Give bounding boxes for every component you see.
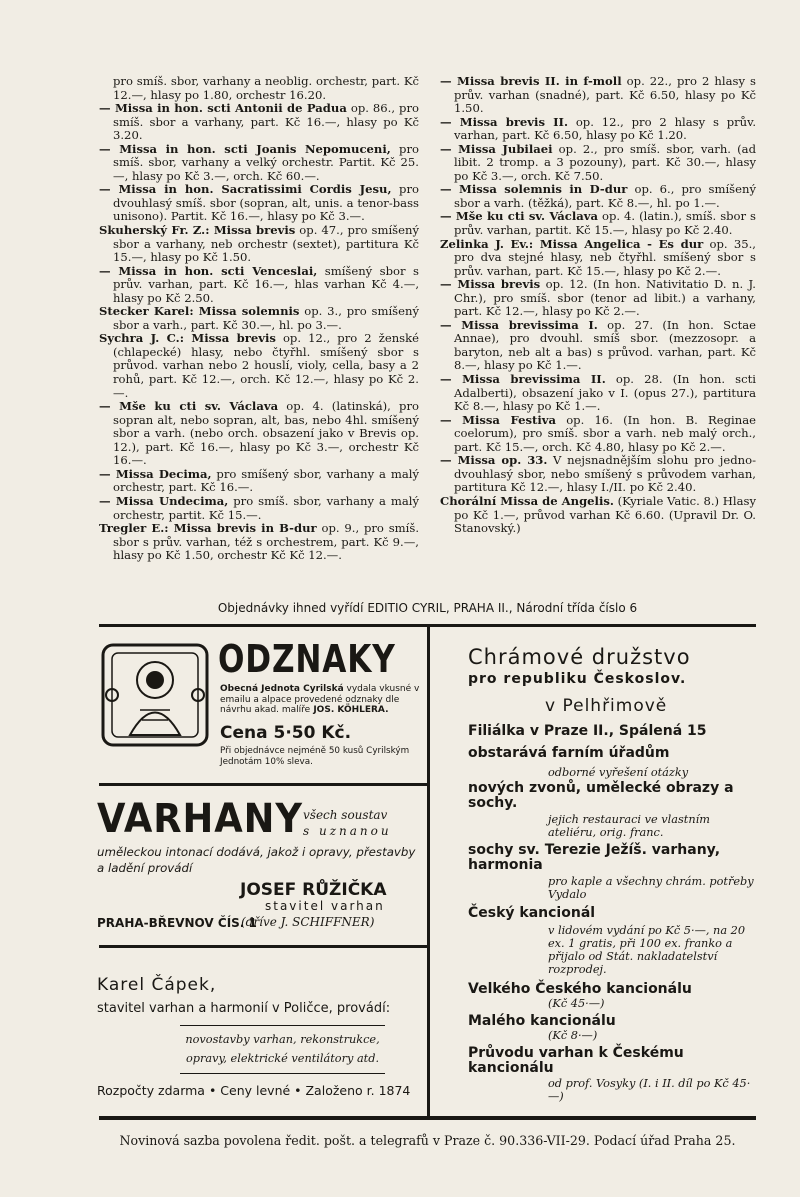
mass-entry xyxy=(99,224,419,265)
mass-title: Sychra J. C.: Missa brevis xyxy=(99,331,276,346)
druzstvo-item-note: (Kč 45·—) xyxy=(548,997,605,1010)
mass-title: — Missa Festiva xyxy=(440,412,556,427)
mass-entry xyxy=(440,414,756,455)
varhany-line1: všech soustav xyxy=(303,808,388,822)
mass-title: — Missa in hon. scti Antonii de Padua xyxy=(99,101,347,116)
varhany-city: PRAHA-BŘEVNOV ČÍS. 1 xyxy=(97,916,257,930)
odznaky-text: Obecná Jednota Cyrilská vydala vkusné v emailu a alpace provedené odznaky dle návrhu akad. malíře JOS. KÖHLERA. xyxy=(220,684,420,716)
mass-entry xyxy=(440,183,756,210)
varhany-line2: s uznanou xyxy=(303,824,392,838)
mass-entry xyxy=(440,278,756,319)
odznaky-rule xyxy=(99,783,427,786)
varhany-name: JOSEF RŮŽIČKA xyxy=(240,880,387,900)
mass-entry xyxy=(99,522,419,563)
mass-entry xyxy=(440,238,756,279)
mass-entry xyxy=(99,102,419,143)
mass-entry xyxy=(99,183,419,224)
druzstvo-item-heading: nových zvonů, umělecké obrazy a sochy. xyxy=(468,780,734,811)
capek-rule-bottom xyxy=(180,1073,385,1074)
center-divider xyxy=(427,627,430,1117)
mass-listing-right xyxy=(440,75,756,536)
mass-details: op. 27. (In hon. Sctae Annae), pro dvouhl. smíš sbor. (mezzosopr. a baryton, neb alt a bas) s průvod. varhan, part. Kč 8.—, hlasy po Kč 1.—. xyxy=(454,317,756,373)
mass-entry xyxy=(440,75,756,116)
mass-entry xyxy=(99,265,419,306)
mass-details: op. 4. (latin.), smíš. sbor s prův. varhan, partit. Kč 15.—, hlasy po Kč 2.40. xyxy=(454,209,757,238)
mass-title: — Missa brevissima I. xyxy=(440,317,598,332)
druzstvo-item-heading: Český kancionál xyxy=(468,905,596,921)
capek-name: Karel Čápek, xyxy=(97,975,217,995)
mass-details: pro smíš. sbor, varhany a malý orchestr, partit. Kč 15.—. xyxy=(113,493,419,522)
mass-title: Chorální Missa de Angelis. xyxy=(440,493,614,508)
mass-details: op. 22., pro 2 hlasy s prův. varhan (snadné), part. Kč 6.50, hlasy po Kč 1.50. xyxy=(454,74,757,116)
medal-emblem-icon xyxy=(100,640,210,750)
capek-rule-top xyxy=(180,1025,385,1026)
druzstvo-place: v Pelhřimově xyxy=(545,696,668,716)
mass-details: pro smíš. sbor, varhany a velký orchestr. Partit. Kč 25.—, hlasy po Kč 3.—, orch. Kč 60.—. xyxy=(113,141,419,183)
odznaky-title: ODZNAKY xyxy=(218,637,396,681)
druzstvo-item-note: v lidovém vydání po Kč 5·—, na 20 ex. 1 gratis, při 100 ex. franko a přijalo od Stát. nakladatelství rozprodej. xyxy=(548,924,746,976)
mass-title: Tregler E.: Missa brevis in B-dur xyxy=(99,521,317,536)
capek-line: stavitel varhan a harmonií v Poličce, provádí: xyxy=(97,1001,391,1016)
mass-title: — Missa brevissima II. xyxy=(440,372,606,387)
mass-entry xyxy=(99,495,419,522)
mass-entry xyxy=(99,75,419,102)
mass-details: op. 2., pro smíš. sbor, varh. (ad libit. 2 tromp. a 3 pozouny), part. Kč 30.—, hlasy po Kč 3.—, orch. Kč 7.50. xyxy=(454,141,756,183)
mass-details: op. 16. (In hon. B. Reginae coelorum), pro smíš. sbor a varh. neb malý orch., part. Kč 15.—, orch. Kč 4.80, hlasy po Kč 2.—. xyxy=(454,412,756,454)
mass-entry xyxy=(99,305,419,332)
mass-title: Stecker Karel: Missa solemnis xyxy=(99,304,300,319)
mass-title: — Mše ku cti sv. Václava xyxy=(99,399,279,414)
druzstvo-title: Chrámové družstvo xyxy=(468,645,691,669)
mass-details: pro dvouhlasý smíš. sbor (sopran, alt, unis. a tenor-bass unisono). Partit. Kč 16.—, hlasy po Kč 3.—. xyxy=(113,182,419,224)
mass-details: op. 12. (In hon. Nativitatio D. n. J. Chr.), pro smíš. sbor (tenor ad libit.) a varhany, part. Kč 12.—, hlasy po Kč 2.—. xyxy=(454,277,756,319)
varhany-body: uměleckou intonací dodává, jakož i opravy, přestavby a ladění provádí xyxy=(97,845,416,875)
mass-entry xyxy=(99,468,419,495)
mass-details: op. 9., pro smíš. sbor s prův. varhan, též s orchestrem, part. Kč 9.—, hlasy po Kč 1.50, orchestr Kč Kč 12.—. xyxy=(113,521,420,563)
varhany-role: stavitel varhan xyxy=(265,899,385,913)
mass-entry xyxy=(99,143,419,184)
mass-entry xyxy=(440,116,756,143)
mass-title: — Missa in hon. scti Joanis Nepomuceni, xyxy=(99,141,391,156)
mass-title: — Missa Jubilaei xyxy=(440,141,553,156)
mass-entry xyxy=(440,495,756,536)
varhany-former: (dříve J. SCHIFFNER) xyxy=(241,915,375,929)
mass-entry xyxy=(440,373,756,414)
ordering-note: Objednávky ihned vyřídí EDITIO CYRIL, PRAHA II., Národní třída číslo 6 xyxy=(217,601,638,615)
druzstvo-item-note: od prof. Vosyky (I. i II. díl po Kč 45·—) xyxy=(548,1077,751,1103)
varhany-rule xyxy=(99,945,427,948)
mass-details: smíšený sbor s prův. varhan, part. Kč 16.—, hlas varhan Kč 4.—, hlasy po Kč 2.50. xyxy=(113,263,419,305)
mass-entry xyxy=(440,319,756,373)
druzstvo-item-heading: Průvodu varhan k Českému kancionálu xyxy=(468,1045,684,1076)
mass-details: pro smíšený sbor, varhany a malý orchestr, part. Kč 16.—. xyxy=(113,466,419,495)
druzstvo-item-heading: obstarává farním úřadům xyxy=(468,745,670,761)
mass-title: — Missa brevis II. in f-moll xyxy=(440,74,622,88)
mass-entry xyxy=(440,143,756,184)
druzstvo-item-note: jejich restauraci ve vlastním ateliéru, orig. franc. xyxy=(548,813,710,839)
mass-details: op. 12., pro 2 ženské (chlapecké) hlasy, nebo čtyřhl. smíšený sbor s průvod. varhan nebo 2 houslí, violy, cella, basy a 2 rohů, part. Kč 12.—, orch. Kč 12.—, hlasy po Kč 2.—. xyxy=(113,331,419,400)
mass-title: Skuherský Fr. Z.: Missa brevis xyxy=(99,223,296,238)
odznaky-price: Cena 5·50 Kč. xyxy=(220,723,352,743)
mass-details: op. 47., pro smíšený sbor a varhany, neb orchestr (sextet), partitura Kč 15.—, hlasy po Kč 1.50. xyxy=(113,223,419,265)
capek-footer: Rozpočty zdarma • Ceny levné • Založeno r. 1874 xyxy=(97,1083,411,1098)
mass-details: pro smíš. sbor, varhany a neoblig. orchestr, part. Kč 12.—, hlasy po 1.80, orchestr 16.20. xyxy=(113,74,419,102)
druzstvo-item-heading: Velkého Českého kancionálu xyxy=(468,981,692,997)
druzstvo-item-heading: Malého kancionálu xyxy=(468,1013,616,1029)
mass-details: V nejsnadnějším slohu pro jedno- dvouhlasý sbor, nebo smíšený s průvodem varhan, partitura Kč 12.—, hlasy I./II. po Kč 2.40. xyxy=(454,453,756,495)
mass-details: op. 6., pro smíšený sbor a varh. (těžká), part. Kč 8.—, hl. po 1.—. xyxy=(454,182,756,210)
mass-title: — Missa brevis xyxy=(440,277,541,292)
mass-title: — Missa Decima, xyxy=(99,466,212,481)
mass-details: op. 35., pro dva stejné hlasy, neb čtyřhl. smíšený sbor s prův. varhan, part. Kč 15.—, hlasy po Kč 2.—. xyxy=(454,236,756,278)
mass-title: — Missa solemnis in D-dur xyxy=(440,182,628,197)
druzstvo-item-note: pro kaple a všechny chrám. potřeby Vydalo xyxy=(548,875,754,901)
mass-title: — Missa in hon. Sacratissimi Cordis Jesu, xyxy=(99,182,392,197)
mass-entry xyxy=(99,332,419,400)
mass-entry xyxy=(440,210,756,237)
bottom-rule xyxy=(99,1116,756,1120)
mass-details: op. 4. (latinská), pro sopran alt, nebo sopran, alt, bas, nebo 4hl. smíšený sbor a varh. (nebo orch. obsazení jako v Brevis op. 12.), part. Kč 16.—, hlasy po Kč 3.—, orchestr Kč 16.—. xyxy=(113,399,419,468)
mass-details: (Kyriale Vatic. 8.) Hlasy po Kč 1.—, průvod varhan Kč 6.60. (Upravil Dr. O. Stanovský.) xyxy=(454,493,756,536)
mass-entry xyxy=(440,454,756,495)
mass-title: — Missa op. 33. xyxy=(440,453,548,468)
mass-title: — Missa brevis II. xyxy=(440,114,569,129)
odznaky-note: Při objednávce nejméně 50 kusů Cyrilským Jednotám 10% sleva. xyxy=(220,746,410,767)
capek-services: novostavby varhan, rekonstrukce, opravy, elektrické ventilátory atd. xyxy=(185,1033,380,1065)
mass-title: — Missa Undecima, xyxy=(99,493,229,508)
druzstvo-branch: Filiálka v Praze II., Spálená 15 xyxy=(468,723,707,739)
mass-title: — Mše ku cti sv. Václava xyxy=(440,209,599,224)
mass-listing-left xyxy=(99,75,419,563)
mass-details: op. 12., pro 2 hlasy s prův. varhan, part. Kč 6.50, hlasy po Kč 1.20. xyxy=(454,114,756,143)
druzstvo-item-note: (Kč 8·—) xyxy=(548,1029,598,1042)
druzstvo-subtitle: pro republiku Českoslov. xyxy=(468,671,687,687)
druzstvo-item-note: odborné vyřešení otázky xyxy=(548,766,689,779)
mass-details: op. 86., pro smíš. sbor a varhany, part. Kč 16.—, hlasy po Kč 3.20. xyxy=(113,101,419,143)
mass-details: op. 28. (In hon. scti Adalberti), obsazení jako v I. (opus 27.), partitura Kč 8.—, hlasy po Kč 1.—. xyxy=(454,372,756,414)
mass-details: op. 3., pro smíšený sbor a varh., part. Kč 30.—, hl. po 3.—. xyxy=(113,304,419,332)
mass-title: Zelinka J. Ev.: Missa Angelica - Es dur xyxy=(440,236,704,251)
mass-title: — Missa in hon. scti Venceslai, xyxy=(99,263,318,278)
druzstvo-item-heading: sochy sv. Terezie Ježíš. varhany, harmonia xyxy=(468,842,721,873)
mass-entry xyxy=(99,400,419,468)
varhany-title: VARHANY xyxy=(97,796,303,842)
page-footer: Novinová sazba povolena ředit. pošt. a telegrafů v Praze č. 90.336-VII-29. Podací úřad Praha 25. xyxy=(119,1133,736,1148)
